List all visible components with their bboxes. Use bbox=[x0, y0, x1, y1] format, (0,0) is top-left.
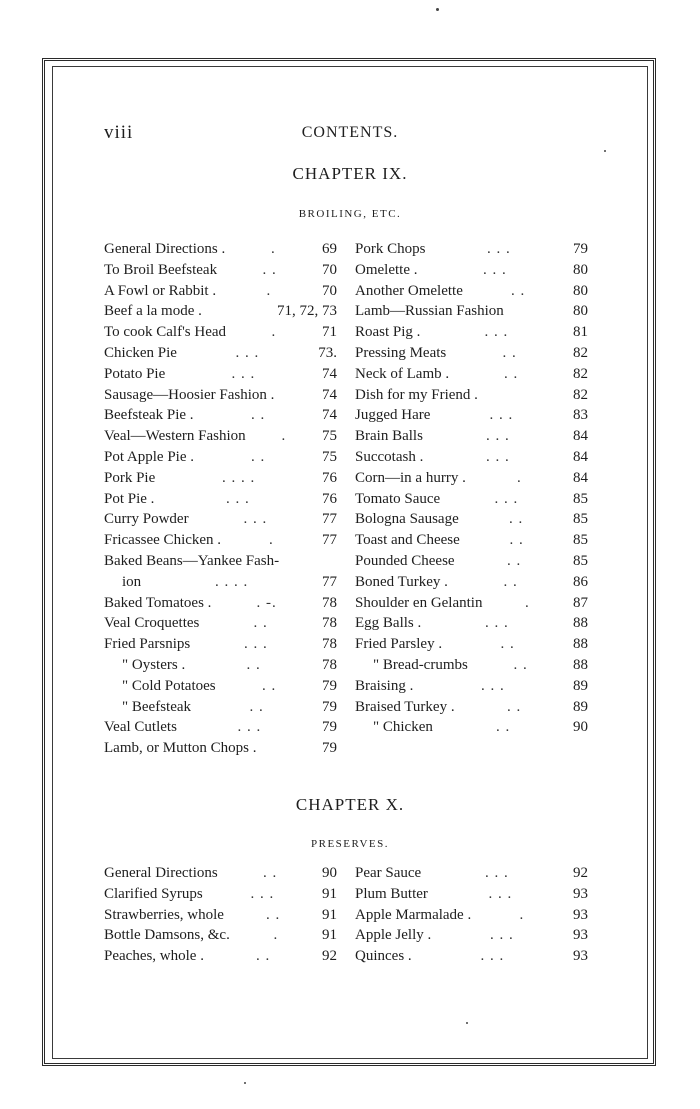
entry-label: " Chicken bbox=[373, 719, 433, 736]
leader-dots: . . . bbox=[226, 490, 250, 507]
leader-dots: . bbox=[266, 282, 272, 299]
entry-label: Jugged Hare bbox=[355, 407, 431, 424]
leader-dots: . . bbox=[504, 365, 519, 382]
page-number: viii bbox=[104, 122, 134, 143]
leader-dots: . . . bbox=[250, 885, 275, 902]
entry-label: Tomato Sauce bbox=[355, 490, 441, 507]
leader-dots: . . . bbox=[494, 490, 519, 507]
leader-dots: . . bbox=[246, 656, 261, 673]
entry-label: Baked Tomatoes . bbox=[104, 594, 212, 611]
entry-label: Pot Pie . bbox=[104, 490, 155, 507]
entry-label: Fried Parsley . bbox=[355, 636, 443, 653]
contents-entry bbox=[355, 301, 588, 322]
contents-entry bbox=[104, 717, 337, 738]
leader-dots: . . . bbox=[485, 865, 509, 881]
entry-page-number: 74 bbox=[322, 407, 337, 424]
contents-entry bbox=[355, 468, 588, 489]
entry-label: Lamb, or Mutton Chops . bbox=[104, 740, 257, 757]
entry-page-number: 80 bbox=[573, 282, 588, 299]
contents-entry bbox=[355, 593, 588, 614]
contents-entry bbox=[104, 613, 337, 634]
entry-page-number: 76 bbox=[322, 490, 337, 507]
contents-entry bbox=[104, 530, 337, 551]
entry-label: " Cold Potatoes bbox=[122, 677, 216, 694]
contents-entry bbox=[104, 676, 337, 697]
contents-entry bbox=[355, 551, 588, 572]
leader-dots: . . . bbox=[486, 448, 510, 465]
print-speck bbox=[466, 1022, 468, 1024]
entry-label: Pounded Cheese bbox=[355, 552, 455, 569]
contents-entry bbox=[355, 925, 588, 946]
entry-page-number: 74 bbox=[322, 386, 337, 403]
leader-dots: . . . bbox=[487, 241, 511, 257]
leader-dots: . . . . bbox=[222, 469, 256, 486]
contents-entry bbox=[355, 447, 588, 468]
entry-label: Pork Pie bbox=[104, 469, 156, 486]
entry-page-number: 88 bbox=[573, 636, 588, 653]
contents-entry bbox=[355, 946, 588, 967]
entry-label: Brain Balls bbox=[355, 428, 423, 445]
entry-label: Curry Powder bbox=[104, 511, 189, 528]
chapter-9-subtitle: BROILING, ETC. bbox=[298, 208, 402, 220]
leader-dots: . . bbox=[253, 615, 268, 632]
entry-page-number: 91 bbox=[322, 906, 337, 923]
leader-dots: . bbox=[271, 241, 276, 257]
entry-label: ion bbox=[122, 573, 142, 590]
leader-dots: . bbox=[273, 927, 279, 944]
entry-page-number: 78 bbox=[322, 594, 337, 611]
entry-page-number: 81 bbox=[573, 324, 588, 341]
entry-label: Peaches, whole . bbox=[104, 948, 204, 965]
entry-label: Succotash . bbox=[355, 448, 424, 465]
entry-label: Shoulder en Gelantin bbox=[355, 594, 483, 611]
entry-page-number: 84 bbox=[573, 469, 588, 486]
leader-dots: . . bbox=[511, 282, 526, 299]
entry-label: Corn—in a hurry . bbox=[355, 469, 466, 486]
contents-entry bbox=[104, 322, 337, 343]
leader-dots: . . . bbox=[490, 927, 514, 944]
entry-page-number: 87 bbox=[573, 594, 588, 611]
leader-dots: . . . bbox=[488, 885, 513, 902]
contents-entry bbox=[355, 239, 588, 260]
contents-entry bbox=[355, 863, 588, 884]
contents-entry bbox=[104, 593, 337, 614]
contents-entry bbox=[104, 301, 337, 322]
entry-label: Egg Balls . bbox=[355, 615, 422, 632]
entry-page-number: 77 bbox=[322, 573, 337, 590]
leader-dots: . . bbox=[251, 448, 266, 465]
entry-page-number: 84 bbox=[573, 448, 588, 465]
entry-page-number: 92 bbox=[573, 865, 588, 881]
entry-page-number: 75 bbox=[322, 428, 337, 445]
leader-dots: . . bbox=[502, 344, 517, 361]
entry-label: Braising . bbox=[355, 677, 414, 694]
leader-dots: . . bbox=[262, 677, 277, 694]
leader-dots: . . bbox=[503, 573, 518, 590]
contents-entry bbox=[104, 551, 337, 572]
entry-label: General Directions bbox=[104, 865, 218, 881]
entry-page-number: 85 bbox=[573, 532, 588, 549]
entry-page-number: 79 bbox=[322, 698, 337, 715]
entry-page-number: 85 bbox=[573, 490, 588, 507]
contents-entry bbox=[104, 634, 337, 655]
leader-dots: . . . bbox=[485, 615, 509, 632]
entry-label: Sausage—Hoosier Fashion . bbox=[104, 386, 275, 403]
contents-entry bbox=[104, 447, 337, 468]
chapter-10-right-column bbox=[355, 863, 588, 967]
leader-dots: . . . . bbox=[215, 573, 249, 590]
contents-entry bbox=[355, 426, 588, 447]
entry-label: Braised Turkey . bbox=[355, 698, 455, 715]
entry-label: Strawberries, whole bbox=[104, 906, 224, 923]
contents-entry bbox=[104, 385, 337, 406]
entry-page-number: 93 bbox=[573, 948, 588, 965]
leader-dots: . . bbox=[509, 532, 524, 549]
chapter-10-subtitle: PRESERVES. bbox=[311, 838, 389, 850]
leader-dots: . . bbox=[249, 698, 264, 715]
leader-dots: . . bbox=[251, 407, 266, 424]
entry-label: Pear Sauce bbox=[355, 865, 422, 881]
leader-dots: . bbox=[519, 906, 525, 923]
entry-page-number: 77 bbox=[322, 511, 337, 528]
leader-dots: . . bbox=[262, 261, 277, 278]
leader-dots: . . bbox=[507, 698, 522, 715]
contents-entry bbox=[355, 697, 588, 718]
contents-entry bbox=[355, 655, 588, 676]
entry-label: Roast Pig . bbox=[355, 324, 421, 341]
entry-label: Clarified Syrups bbox=[104, 885, 203, 902]
entry-page-number: 84 bbox=[573, 428, 588, 445]
chapter-9-title: CHAPTER IX. bbox=[292, 164, 408, 183]
contents-entry bbox=[104, 468, 337, 489]
print-speck bbox=[244, 1082, 246, 1084]
contents-entry bbox=[104, 655, 337, 676]
entry-label: " Oysters . bbox=[122, 656, 186, 673]
contents-entry bbox=[104, 925, 337, 946]
leader-dots: . . bbox=[496, 719, 511, 736]
contents-entry bbox=[355, 385, 588, 406]
leader-dots: . . . bbox=[244, 636, 268, 653]
print-speck bbox=[436, 8, 439, 11]
entry-page-number: 70 bbox=[322, 282, 337, 299]
running-title: CONTENTS. bbox=[301, 124, 399, 141]
entry-label: To Broil Beefsteak bbox=[104, 261, 218, 278]
contents-entry bbox=[104, 489, 337, 510]
entry-page-number: 89 bbox=[573, 698, 588, 715]
entry-page-number: 80 bbox=[573, 261, 588, 278]
entry-label: Neck of Lamb . bbox=[355, 365, 450, 382]
entry-label: Pork Chops bbox=[355, 241, 426, 257]
contents-entry bbox=[104, 426, 337, 447]
entry-page-number: 91 bbox=[322, 927, 337, 944]
leader-dots: . . . bbox=[480, 948, 505, 965]
entry-label: Toast and Cheese bbox=[355, 532, 460, 549]
entry-label: To cook Calf's Head bbox=[104, 324, 227, 341]
leader-dots: . . bbox=[500, 636, 515, 653]
contents-entry bbox=[104, 863, 337, 884]
chapter-9-left-column bbox=[104, 239, 337, 759]
entry-label: Bottle Damsons, &c. bbox=[104, 927, 230, 944]
entry-page-number: 93 bbox=[573, 906, 588, 923]
contents-entry bbox=[355, 884, 588, 905]
entry-page-number: 82 bbox=[573, 386, 588, 403]
leader-dots: . . bbox=[507, 552, 522, 569]
leader-dots: . bbox=[281, 428, 287, 445]
contents-entry bbox=[355, 613, 588, 634]
leader-dots: . . . bbox=[484, 324, 509, 341]
contents-entry bbox=[104, 738, 337, 759]
entry-page-number: 79 bbox=[322, 719, 337, 736]
entry-page-number: 78 bbox=[322, 636, 337, 653]
chapter-10-title: CHAPTER X. bbox=[295, 795, 405, 814]
contents-entry bbox=[104, 343, 337, 364]
contents-entry bbox=[104, 572, 337, 593]
entry-label: Veal Cutlets bbox=[104, 719, 177, 736]
entry-page-number: 85 bbox=[573, 552, 588, 569]
entry-page-number: 86 bbox=[573, 573, 588, 590]
chapter-10-left-column bbox=[104, 863, 337, 967]
entry-label: Baked Beans—Yankee Fash- bbox=[104, 552, 280, 569]
entry-page-number: 93 bbox=[573, 927, 588, 944]
entry-page-number: 90 bbox=[322, 865, 337, 881]
leader-dots: . . bbox=[256, 948, 271, 965]
contents-entry bbox=[355, 717, 588, 738]
entry-page-number: 78 bbox=[322, 615, 337, 632]
print-speck bbox=[604, 150, 606, 152]
contents-entry bbox=[355, 343, 588, 364]
contents-entry bbox=[355, 676, 588, 697]
contents-entry bbox=[355, 572, 588, 593]
contents-entry bbox=[104, 697, 337, 718]
contents-entry bbox=[104, 905, 337, 926]
contents-entry bbox=[355, 260, 588, 281]
entry-page-number: 91 bbox=[322, 885, 337, 902]
entry-label: Apple Jelly . bbox=[355, 927, 432, 944]
entry-page-number: 93 bbox=[573, 885, 588, 902]
contents-entry bbox=[355, 281, 588, 302]
entry-label: Boned Turkey . bbox=[355, 573, 448, 590]
leader-dots: . . bbox=[509, 511, 524, 528]
contents-entry bbox=[104, 281, 337, 302]
entry-label: Apple Marmalade . bbox=[355, 906, 472, 923]
entry-label: Bologna Sausage bbox=[355, 511, 459, 528]
entry-page-number: 79 bbox=[322, 740, 337, 757]
entry-page-number: 82 bbox=[573, 344, 588, 361]
contents-entry bbox=[355, 322, 588, 343]
leader-dots: . . . bbox=[231, 365, 256, 382]
entry-label: Potato Pie bbox=[104, 365, 166, 382]
entry-page-number: 89 bbox=[573, 677, 588, 694]
entry-page-number: 70 bbox=[322, 261, 337, 278]
leader-dots: . . . bbox=[486, 428, 510, 445]
entry-label: Pot Apple Pie . bbox=[104, 448, 195, 465]
contents-entry bbox=[355, 489, 588, 510]
contents-entry bbox=[104, 260, 337, 281]
leader-dots: . bbox=[525, 594, 530, 611]
entry-page-number: 88 bbox=[573, 656, 588, 673]
leader-dots: . . . bbox=[237, 719, 262, 736]
contents-entry bbox=[355, 364, 588, 385]
entry-label: General Directions . bbox=[104, 241, 226, 257]
entry-page-number: 75 bbox=[322, 448, 337, 465]
entry-label: Fricassee Chicken . bbox=[104, 532, 222, 549]
entry-page-number: 85 bbox=[573, 511, 588, 528]
entry-label: Omelette . bbox=[355, 261, 418, 278]
leader-dots: . -. bbox=[256, 594, 277, 611]
contents-entry bbox=[104, 364, 337, 385]
entry-label: Beefsteak Pie . bbox=[104, 407, 194, 424]
entry-page-number: 74 bbox=[322, 365, 337, 382]
leader-dots: . . bbox=[263, 865, 278, 881]
entry-label: Quinces . bbox=[355, 948, 412, 965]
entry-page-number: 83 bbox=[573, 407, 588, 424]
entry-page-number: 80 bbox=[573, 303, 588, 320]
entry-label: Another Omelette bbox=[355, 282, 463, 299]
entry-label: Plum Butter bbox=[355, 885, 428, 902]
contents-entry bbox=[355, 405, 588, 426]
entry-label: Lamb—Russian Fashion bbox=[355, 303, 504, 320]
leader-dots: . . . bbox=[483, 261, 507, 278]
contents-entry bbox=[355, 905, 588, 926]
entry-label: Chicken Pie bbox=[104, 344, 177, 361]
contents-entry bbox=[104, 405, 337, 426]
entry-label: Fried Parsnips bbox=[104, 636, 191, 653]
leader-dots: . . . bbox=[235, 344, 260, 361]
contents-entry bbox=[104, 946, 337, 967]
entry-label: A Fowl or Rabbit . bbox=[104, 282, 217, 299]
entry-label: " Beefsteak bbox=[122, 698, 192, 715]
entry-label: Veal—Western Fashion bbox=[104, 428, 246, 445]
leader-dots: . bbox=[271, 324, 277, 341]
entry-page-number: 92 bbox=[322, 948, 337, 965]
entry-page-number: 69 bbox=[322, 241, 337, 257]
entry-page-number: 90 bbox=[573, 719, 588, 736]
contents-entry bbox=[355, 509, 588, 530]
entry-page-number: 79 bbox=[322, 677, 337, 694]
leader-dots: . . . bbox=[489, 407, 514, 424]
leader-dots: . . . bbox=[481, 677, 505, 694]
leader-dots: . bbox=[269, 532, 274, 549]
entry-page-number: 76 bbox=[322, 469, 337, 486]
entry-label: Beef a la mode . bbox=[104, 303, 202, 320]
leader-dots: . . . bbox=[243, 511, 268, 528]
entry-page-number: 79 bbox=[573, 241, 588, 257]
leader-dots: . . bbox=[266, 906, 281, 923]
entry-label: Dish for my Friend . bbox=[355, 386, 478, 403]
entry-page-number: 71 bbox=[322, 324, 337, 341]
leader-dots: . bbox=[517, 469, 522, 486]
entry-page-number: 73. bbox=[318, 344, 337, 361]
entry-page-number: 71, 72, 73 bbox=[277, 303, 337, 320]
entry-label: Pressing Meats bbox=[355, 344, 447, 361]
entry-page-number: 78 bbox=[322, 656, 337, 673]
contents-entry bbox=[355, 634, 588, 655]
entry-page-number: 77 bbox=[322, 532, 337, 549]
entry-label: " Bread-crumbs bbox=[373, 656, 468, 673]
entry-page-number: 82 bbox=[573, 365, 588, 382]
contents-entry bbox=[355, 530, 588, 551]
entry-label: Veal Croquettes bbox=[104, 615, 200, 632]
contents-entry bbox=[104, 239, 337, 260]
chapter-9-right-column bbox=[355, 239, 588, 738]
leader-dots: . . bbox=[513, 656, 528, 673]
contents-entry bbox=[104, 884, 337, 905]
entry-page-number: 88 bbox=[573, 615, 588, 632]
contents-entry bbox=[104, 509, 337, 530]
